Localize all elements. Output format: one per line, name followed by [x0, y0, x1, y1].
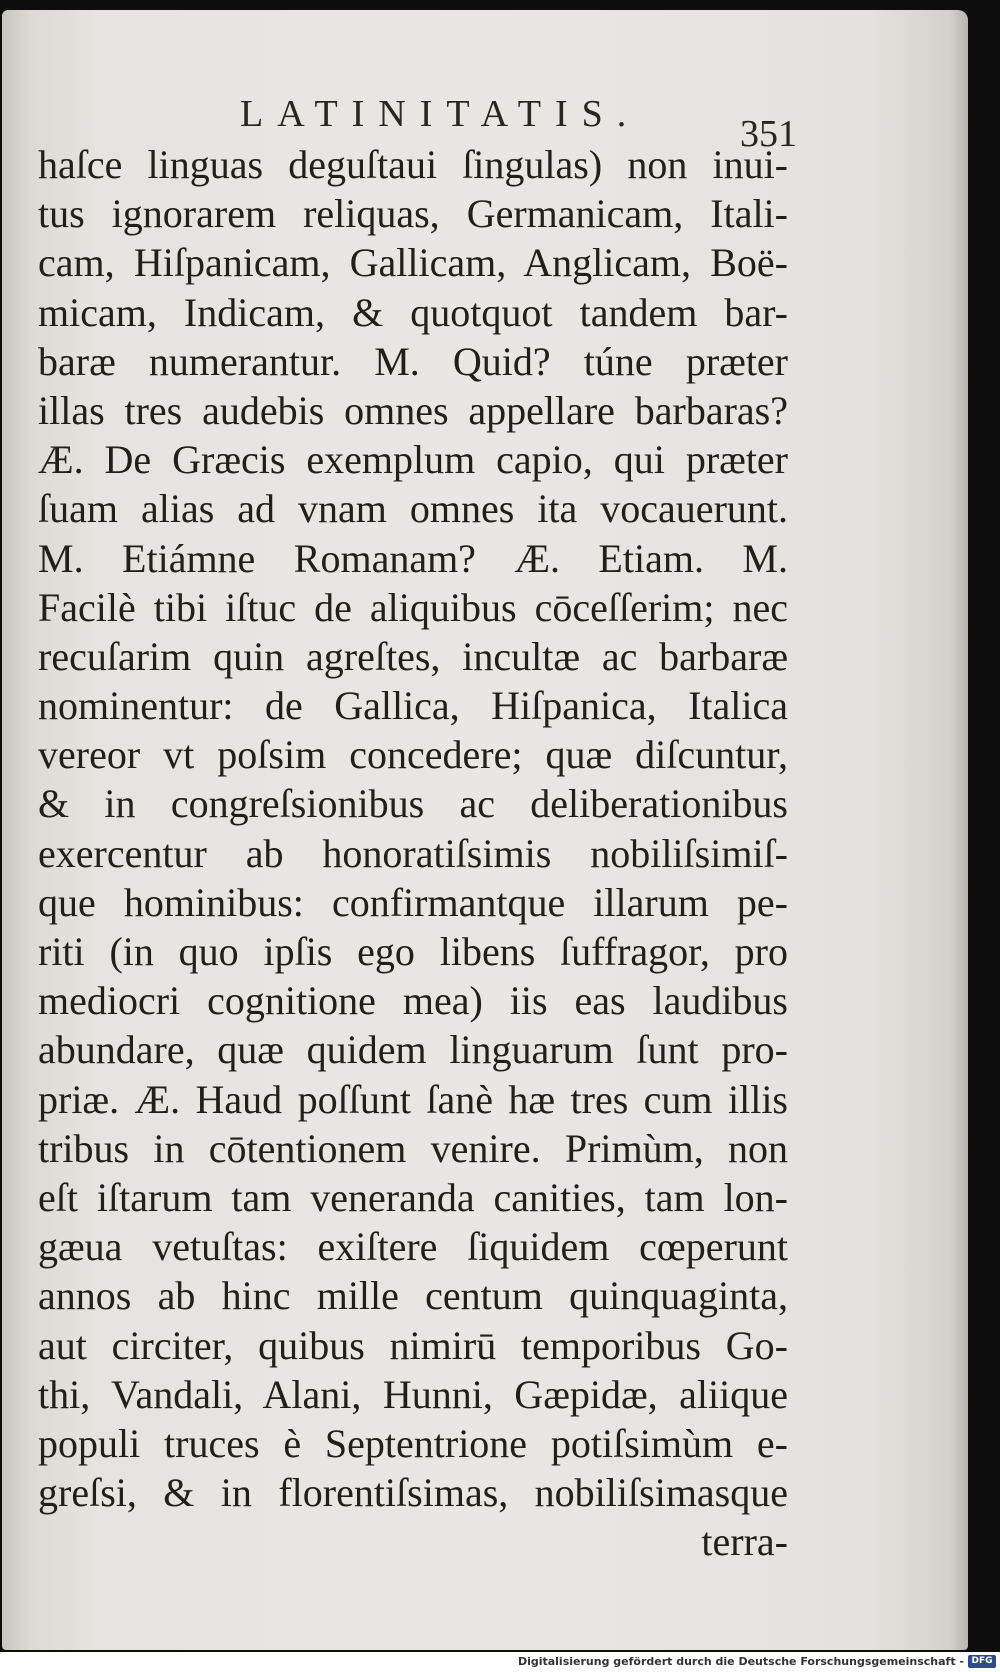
text-line: Facilè tibi iſtuc de aliquibus cōceſſerim; nec: [38, 584, 788, 630]
text-line: annos ab hinc mille centum quinquaginta,: [38, 1273, 788, 1319]
text-line: recuſarim quin agreſtes, incultæ ac barbaræ: [38, 633, 788, 679]
running-head: LATINITATIS.: [240, 93, 641, 135]
text-line: riti (in quo ipſis ego libens ſuffragor, pro: [38, 929, 788, 974]
text-line: populi truces è Septentrione potiſsimùm e-: [38, 1420, 788, 1466]
text-line: baræ numerantur. M. Quid? túne præter: [38, 338, 788, 384]
text-line: que hominibus: confirmantque illarum pe-: [38, 879, 788, 925]
funding-credit: Digitalisierung gefördert durch die Deutsche Forschungsgemeinschaft -: [517, 1655, 964, 1668]
text-line: ſuam alias ad vnam omnes ita vocauerunt.: [38, 486, 788, 532]
text-line: exercentur ab honoratiſsimis nobiliſsimiſ-: [38, 830, 788, 876]
text-line: & in congreſsionibus ac deliberationibus: [38, 781, 788, 827]
text-line: terra-: [701, 1519, 788, 1565]
text-line: gæua vetuſtas: exiſtere ſiquidem cœperunt: [38, 1224, 788, 1270]
text-line: greſsi, & in florentiſsimas, nobiliſsimasque: [38, 1470, 788, 1516]
text-line: M. Etiámne Romanam? Æ. Etiam. M.: [38, 535, 788, 581]
text-line: vereor vt poſsim concedere; quæ diſcuntur,: [38, 732, 788, 778]
text-line: mediocri cognitione mea) iis eas laudibus: [38, 978, 788, 1024]
text-line: eſt iſtarum tam veneranda canities, tam lon-: [38, 1174, 788, 1220]
text-line: thi, Vandali, Alani, Hunni, Gæpidæ, aliique: [38, 1371, 788, 1417]
text-line: tus ignorarem reliquas, Germanicam, Itali-: [38, 191, 788, 237]
text-line: tribus in cōtentionem venire. Primùm, non: [38, 1125, 788, 1171]
page-number: 351: [740, 113, 797, 155]
text-line: haſce linguas deguſtaui ſingulas) non inui-: [38, 142, 788, 187]
text-line: cam, Hiſpanicam, Gallicam, Anglicam, Boë-: [38, 240, 788, 286]
text-line: micam, Indicam, & quotquot tandem bar-: [38, 289, 788, 335]
body-text: [38, 140, 788, 1566]
text-line: Æ. De Græcis exemplum capio, qui præter: [38, 437, 788, 483]
text-line: nominentur: de Gallica, Hiſpanica, Italica: [38, 683, 788, 729]
text-line: abundare, quæ quidem linguarum ſunt pro-: [38, 1027, 788, 1073]
dfg-logo: DFG: [968, 1655, 996, 1668]
page-edge-shadow: [950, 10, 968, 1650]
text-line: illas tres audebis omnes appellare barbaras?: [38, 387, 788, 433]
text-line: priæ. Æ. Haud poſſunt ſanè hæ tres cum illis: [38, 1076, 788, 1122]
text-line: aut circiter, quibus nimirū temporibus Go-: [38, 1322, 788, 1368]
